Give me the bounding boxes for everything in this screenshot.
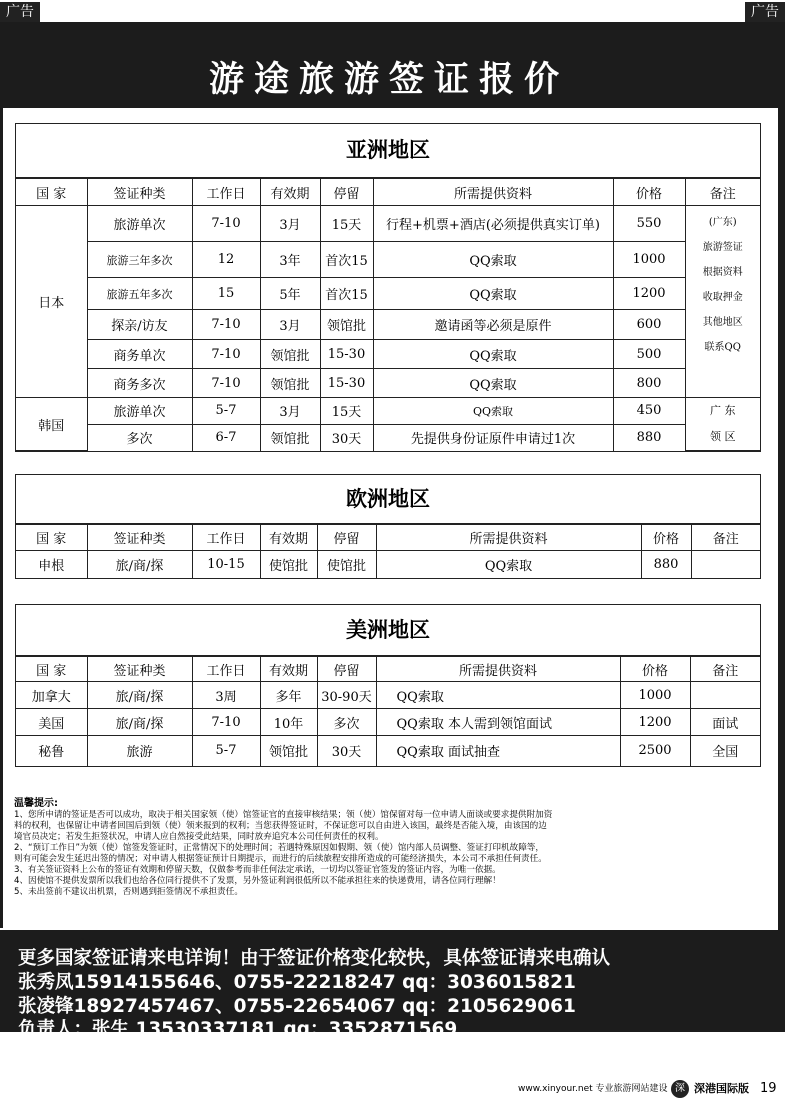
materials: QQ索取: [373, 369, 613, 398]
header-cell: 签证种类: [87, 525, 192, 551]
header-cell: 停留: [317, 657, 376, 682]
footer-brand: 深港国际版: [694, 1082, 749, 1095]
header-cell: 国 家: [16, 179, 87, 206]
price: 500: [613, 340, 685, 369]
visa-type: 旅游: [87, 736, 192, 766]
work-days: 5-7: [192, 398, 260, 425]
materials: QQ索取 面试抽查: [376, 736, 620, 766]
header-cell: 签证种类: [87, 179, 192, 206]
header-cell: 有效期: [260, 179, 320, 206]
stay: 30天: [320, 424, 373, 451]
header-cell: 备注: [690, 657, 760, 682]
page-title: 游途旅游签证报价: [208, 60, 569, 100]
note-line: 2、“预订工作日”为领（使）馆签发签证时，正常情况下的处理时间；若遇特殊原因如假期、领（使）馆内部人员调整、签证打印机故障等，: [14, 843, 544, 853]
america-title: 美洲地区: [16, 605, 760, 656]
note-line: 3、有关签证资料上公布的签证有效期和停留天数，仅做参考而非任何法定承诺，一切均以签证官签发的签证内容，为唯一依据。: [14, 865, 501, 875]
table-header-row: [16, 525, 760, 551]
header-cell: 价格: [641, 525, 691, 551]
price: 1000: [613, 242, 685, 278]
note-line: 其他地区: [702, 317, 743, 328]
header-cell: 工作日: [192, 179, 260, 206]
table-row: [16, 369, 760, 398]
header-cell: 工作日: [192, 525, 260, 551]
header-cell: 有效期: [260, 657, 317, 682]
materials: QQ索取: [376, 682, 620, 709]
validity: 领馆批: [260, 736, 317, 766]
note-line: 1、您所申请的签证是否可以成功，取决于相关国家领（使）馆签证官的直接审核结果；领（使）馆保留对每一位申请人面谈或要求提供附加资: [14, 810, 553, 820]
validity: 5年: [260, 278, 320, 310]
header-cell: 备注: [685, 179, 760, 206]
europe-title: 欧洲地区: [16, 475, 760, 524]
price: 880: [641, 551, 691, 578]
stay: 领馆批: [320, 310, 373, 340]
validity: 3月: [260, 398, 320, 425]
work-days: 10-15: [192, 551, 260, 578]
stay: 30天: [317, 736, 376, 766]
header-cell: 国 家: [16, 525, 87, 551]
asia-table: [16, 178, 760, 451]
header-banner: [0, 22, 778, 108]
validity: 3年: [260, 242, 320, 278]
visa-type: 探亲/访友: [87, 310, 192, 340]
country: 加拿大: [16, 682, 87, 709]
visa-type: 商务多次: [87, 369, 192, 398]
table-row: [16, 424, 760, 451]
contact-line: 更多国家签证请来电详询！由于签证价格变化较快，具体签证请来电确认: [18, 948, 611, 969]
contact-line: 张秀凤15914155646、0755-22218247 qq：3036015821: [18, 972, 576, 993]
country-korea: 韩国: [16, 398, 87, 451]
price: 1000: [620, 682, 690, 709]
header-cell: 备注: [691, 525, 760, 551]
footer-website: www.xinyour.net 专业旅游网站建设: [518, 1084, 668, 1094]
visa-type: 旅/商/探: [87, 709, 192, 736]
work-days: 7-10: [192, 310, 260, 340]
note-line: 旅游签证: [702, 242, 743, 253]
header-cell: 工作日: [192, 657, 260, 682]
page-number: 19: [760, 1081, 777, 1096]
work-days: 3周: [192, 682, 260, 709]
validity: 领馆批: [260, 369, 320, 398]
work-days: 7-10: [192, 369, 260, 398]
note-line: 境官员决定；若发生拒签状况，申请人应自然接受此结果，同时放弃追究本公司任何责任的权利。: [14, 832, 384, 842]
europe-table: [16, 524, 760, 578]
note-line: 联系QQ: [704, 342, 741, 353]
validity: 领馆批: [260, 340, 320, 369]
materials: QQ索取: [373, 278, 613, 310]
note-line: 料的权利，也保留让申请者回国后到领（使）领来报到的权利；当您获得签证时，不保证您可以自由进入该国，最终是否能入境，由该国的边: [14, 821, 547, 831]
europe-panel: [15, 474, 761, 579]
materials: QQ索取: [376, 551, 641, 578]
validity: 3月: [260, 206, 320, 242]
country-japan: 日本: [16, 206, 87, 398]
notes-section: [14, 798, 772, 898]
stay: 首次15: [320, 278, 373, 310]
table-row: [16, 551, 760, 578]
visa-type: 商务单次: [87, 340, 192, 369]
work-days: 5-7: [192, 736, 260, 766]
price: 800: [613, 369, 685, 398]
visa-type: 旅游五年多次: [87, 278, 192, 310]
table-row: [16, 242, 760, 278]
header-cell: 所需提供资料: [376, 525, 641, 551]
price: 450: [613, 398, 685, 425]
price: 1200: [620, 709, 690, 736]
materials: 行程+机票+酒店(必须提供真实订单): [373, 206, 613, 242]
price: 600: [613, 310, 685, 340]
note-line: 根据资料: [702, 267, 743, 278]
work-days: 6-7: [192, 424, 260, 451]
left-border-bar: [0, 108, 3, 928]
header-cell: 有效期: [260, 525, 317, 551]
table-row: [16, 310, 760, 340]
stay: 首次15: [320, 242, 373, 278]
table-header-row: [16, 179, 760, 206]
header-cell: 国 家: [16, 657, 87, 682]
validity: 3月: [260, 310, 320, 340]
materials: QQ索取: [373, 398, 613, 425]
contact-banner: [0, 930, 785, 1040]
stay: 30-90天: [317, 682, 376, 709]
header-cell: 停留: [317, 525, 376, 551]
table-row: [16, 398, 760, 425]
materials: QQ索取 本人需到领馆面试: [376, 709, 620, 736]
validity: 多年: [260, 682, 317, 709]
america-panel: [15, 604, 761, 767]
work-days: 7-10: [192, 340, 260, 369]
table-row: [16, 340, 760, 369]
stay: 15-30: [320, 340, 373, 369]
materials: QQ索取: [373, 340, 613, 369]
note: [690, 682, 760, 709]
stay: 15-30: [320, 369, 373, 398]
price: 1200: [613, 278, 685, 310]
country: 秘鲁: [16, 736, 87, 766]
contact-line: 张凌锋18927457467、0755-22654067 qq：2105629061: [18, 996, 576, 1017]
visa-type: 旅游单次: [87, 398, 192, 425]
note-line: 广 东: [710, 404, 736, 417]
table-row: [16, 736, 760, 766]
header-cell: 价格: [620, 657, 690, 682]
work-days: 15: [192, 278, 260, 310]
ad-tag-left: 广告: [0, 2, 40, 22]
materials: 邀请函等必须是原件: [373, 310, 613, 340]
america-table: [16, 656, 760, 766]
work-days: 7-10: [192, 206, 260, 242]
header-cell: 所需提供资料: [376, 657, 620, 682]
note-line: 4、因使馆不提供发票所以我们也给各位同行提供不了发票，另外签证利润很低所以不能承担往来的快递费用，请各位同行理解！: [14, 876, 501, 886]
visa-type: 旅游三年多次: [87, 242, 192, 278]
japan-note: [685, 206, 760, 398]
note: 全国: [690, 736, 760, 766]
table-row: [16, 709, 760, 736]
stay: 多次: [317, 709, 376, 736]
price: 550: [613, 206, 685, 242]
ad-tag-right: 广告: [745, 2, 785, 22]
materials: QQ索取: [373, 242, 613, 278]
brand-logo-icon: 深: [671, 1080, 689, 1098]
country: 申根: [16, 551, 87, 578]
price: 2500: [620, 736, 690, 766]
asia-title: 亚洲地区: [16, 124, 760, 178]
note-line: 则有可能会发生延迟出签的情况；对申请人根据签证预计日期提示，而进行的后续旅程安排所造成的可能经济损失，本公司不承担任何责任。: [14, 854, 547, 864]
table-row: [16, 278, 760, 310]
stay: 15天: [320, 398, 373, 425]
validity: 使馆批: [260, 551, 317, 578]
notes-heading: 温馨提示:: [14, 798, 58, 809]
header-cell: 所需提供资料: [373, 179, 613, 206]
work-days: 7-10: [192, 709, 260, 736]
note: 面试: [690, 709, 760, 736]
visa-type: 旅/商/探: [87, 551, 192, 578]
stay: 15天: [320, 206, 373, 242]
asia-panel: [15, 123, 761, 452]
header-cell: 价格: [613, 179, 685, 206]
visa-type: 多次: [87, 424, 192, 451]
materials: 先提供身份证原件申请过1次: [373, 424, 613, 451]
table-row: [16, 206, 760, 242]
note-line: 领 区: [710, 430, 736, 443]
contact-line: 负责人：张生 13530337181 qq：3352871569: [18, 1019, 458, 1040]
note-line: 收取押金: [702, 292, 743, 303]
note-line: 5、未出签前不建议出机票，否则遇到拒签情况不承担责任。: [14, 887, 243, 897]
note-line: (广东): [708, 217, 737, 228]
note: [691, 551, 760, 578]
header-cell: 停留: [320, 179, 373, 206]
work-days: 12: [192, 242, 260, 278]
country: 美国: [16, 709, 87, 736]
validity: 领馆批: [260, 424, 320, 451]
korea-note: [685, 398, 760, 451]
right-border-bar: [778, 22, 785, 1032]
table-row: [16, 682, 760, 709]
price: 880: [613, 424, 685, 451]
stay: 使馆批: [317, 551, 376, 578]
visa-type: 旅/商/探: [87, 682, 192, 709]
visa-type: 旅游单次: [87, 206, 192, 242]
validity: 10年: [260, 709, 317, 736]
header-cell: 签证种类: [87, 657, 192, 682]
table-header-row: [16, 657, 760, 682]
